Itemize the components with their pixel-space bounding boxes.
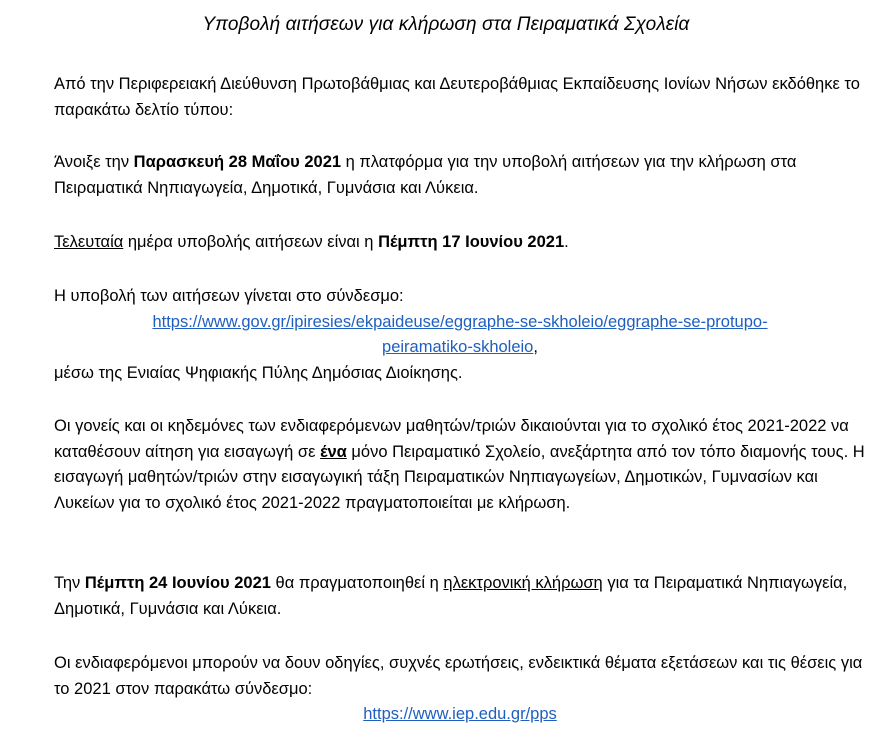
eligibility-pre: Οι γονείς και οι κηδεμόνες των ενδιαφερόμενων μαθητών/τριών δικαιούνται για το σχολικό έτος 2021-2022 να καταθέσουν αίτηση για εισαγωγή σε bbox=[54, 417, 849, 461]
submission-outro: μέσω της Ενιαίας Ψηφιακής Πύλης Δημόσιας Διοίκησης. bbox=[54, 363, 463, 382]
deadline-mid: ημέρα υποβολής αιτήσεων είναι η bbox=[123, 233, 379, 251]
submission-intro: Η υποβολή των αιτήσεων γίνεται στο σύνδεσμο: bbox=[54, 287, 404, 305]
draw-date: Πέμπτη 24 Ιουνίου 2021 bbox=[84, 574, 271, 592]
deadline-paragraph bbox=[54, 230, 866, 256]
last-word: Τελευταία bbox=[54, 233, 124, 251]
one-school-emphasis: ένα bbox=[320, 442, 347, 461]
gov-link-line-1[interactable]: https://www.gov.gr/ipiresies/ekpaideuse/eggraphe-se-skholeio/eggraphe-se-protupo- bbox=[152, 312, 768, 331]
gov-link-comma: , bbox=[533, 338, 538, 356]
page-title: Υποβολή αιτήσεων για κλήρωση στα Πειραματικά Σχολεία bbox=[202, 14, 690, 35]
iep-link-block bbox=[54, 702, 866, 728]
submission-link-paragraph bbox=[54, 284, 866, 386]
open-date: Παρασκευή 28 Μαΐου 2021 bbox=[133, 153, 342, 171]
platform-open-pre: Άνοιξε την bbox=[54, 153, 134, 171]
gov-link-block bbox=[54, 310, 866, 361]
intro-paragraph bbox=[54, 72, 866, 123]
draw-mid: θα πραγματοποιηθεί η bbox=[270, 574, 444, 592]
deadline-date: Πέμπτη 17 Ιουνίου 2021 bbox=[378, 233, 565, 251]
info-text: Οι ενδιαφερόμενοι μπορούν να δουν οδηγίες, συχνές ερωτήσεις, ενδεικτικά θέματα εξετάσεων και τις θέσεις για το 2021 στον παρακάτω σύνδεσμο: bbox=[54, 654, 863, 698]
eligibility-post: μόνο Πειραματικό Σχολείο, ανεξάρτητα από τον τόπο διαμονής τους. Η εισαγωγή μαθητών/τριών στην εισαγωγική τάξη Πειραματικών Νηπιαγωγείων, Δημοτικών, Γυμνασίων και Λυκείων για το σχολικό έτος 2021-2022 πραγματοποιείται με κλήρωση. bbox=[54, 442, 865, 512]
draw-date-paragraph bbox=[54, 571, 866, 622]
iep-link[interactable]: https://www.iep.edu.gr/pps bbox=[363, 705, 557, 723]
platform-open-post: η πλατφόρμα για την υποβολή αιτήσεων για την κλήρωση στα Πειραματικά Νηπιαγωγεία, Δημοτικά, Γυμνάσια και Λύκεια. bbox=[54, 153, 797, 197]
intro-text: Από την Περιφερειακή Διεύθυνση Πρωτοβάθμιας και Δευτεροβάθμιας Εκπαίδευσης Ιονίων Νήσων εκδόθηκε το παρακάτω δελτίο τύπου: bbox=[54, 75, 860, 119]
draw-post: για τα Πειραματικά Νηπιαγωγεία, Δημοτικά, Γυμνάσια και Λύκεια. bbox=[54, 574, 848, 618]
draw-pre: Την bbox=[54, 574, 85, 592]
info-paragraph bbox=[54, 651, 866, 728]
eligibility-paragraph bbox=[54, 414, 866, 516]
deadline-end: . bbox=[564, 233, 569, 251]
gov-link-line-2[interactable]: peiramatiko-skholeio bbox=[382, 338, 534, 356]
electronic-draw: ηλεκτρονική κλήρωση bbox=[443, 574, 603, 592]
platform-open-paragraph bbox=[54, 150, 866, 201]
